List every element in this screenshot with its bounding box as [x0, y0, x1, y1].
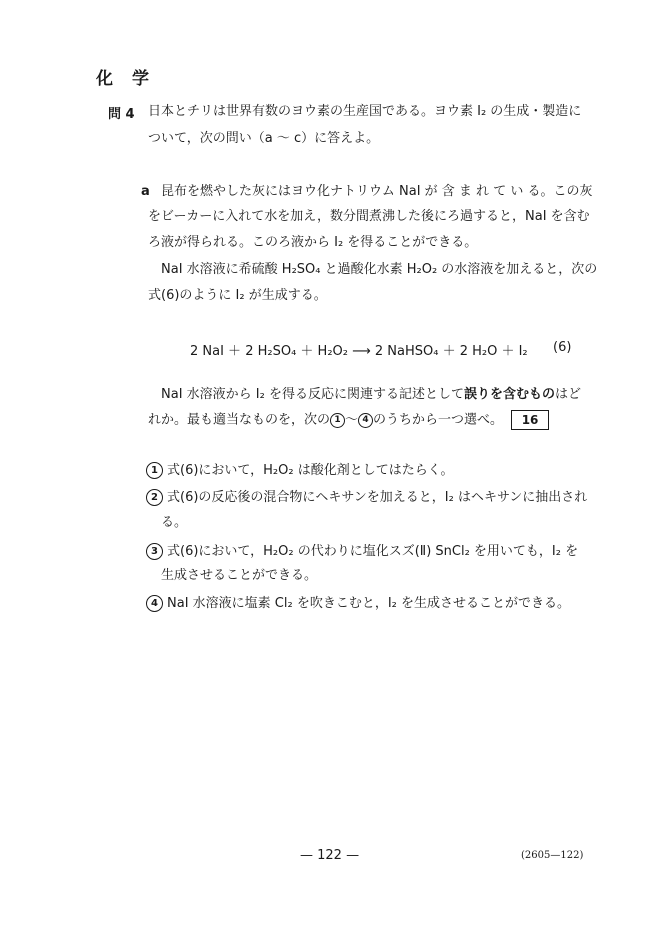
choice-2-text-2: る。	[161, 515, 188, 530]
prompt-line-2	[148, 410, 549, 431]
choice-2[interactable]	[146, 488, 587, 508]
question-label: 問 4	[108, 107, 135, 122]
page-number: — 122 —	[300, 848, 360, 863]
choice-4[interactable]	[146, 594, 570, 614]
choice-3-text-2: 生成させることができる。	[161, 568, 318, 583]
chemical-equation: 2 NaI ＋ 2 H₂SO₄ ＋ H₂O₂ ⟶ 2 NaHSO₄ ＋ 2 H₂O ＋ I₂	[190, 344, 528, 359]
choice-3[interactable]	[146, 542, 578, 562]
part-a-para2-line-1: NaI 水溶液に希硫酸 H₂SO₄ と過酸化水素 H₂O₂ の水溶液を加えると，次の	[161, 262, 598, 277]
part-a-para1-line-2: をビーカーに入れて水を加え，数分間煮沸した後にろ過すると，NaI を含む	[148, 209, 590, 224]
prompt-text-4: のうちから一つ選べ。	[373, 412, 504, 428]
prompt-tilde: ～	[345, 412, 359, 428]
question-intro-line-1: 日本とチリは世界有数のヨウ素の生産国である。ヨウ素 I₂ の生成・製造に	[148, 104, 582, 119]
prompt-line-1	[161, 385, 581, 405]
answer-box[interactable]: 16	[511, 410, 549, 430]
circled-number-first: 1	[330, 413, 345, 428]
prompt-emphasis: 誤りを含むもの	[463, 387, 555, 402]
question-intro-line-2: ついて，次の問い（a ～ c）に答えよ。	[148, 131, 380, 146]
choice-1-text: 式(6)において，H₂O₂ は酸化剤としてはたらく。	[167, 463, 454, 478]
part-a-para2-line-2: 式(6)のように I₂ が生成する。	[148, 288, 327, 303]
part-a-label: a	[141, 184, 150, 199]
choice-1[interactable]	[146, 461, 453, 481]
choice-2-text-1: 式(6)の反応後の混合物にヘキサンを加えると，I₂ はヘキサンに抽出され	[167, 490, 588, 505]
circled-number-last: 4	[358, 413, 373, 428]
choice-number-1: 1	[146, 462, 163, 479]
subject-title: 化 学	[96, 69, 150, 89]
part-a-para1-line-3: ろ液が得られる。このろ液から I₂ を得ることができる。	[148, 235, 478, 250]
choice-4-text: NaI 水溶液に塩素 Cl₂ を吹きこむと，I₂ を生成させることができる。	[167, 596, 571, 611]
prompt-text-1: NaI 水溶液から I₂ を得る反応に関連する記述として	[161, 387, 464, 402]
choice-number-3: 3	[146, 543, 163, 560]
prompt-text-3: れか。最も適当なものを，次の	[148, 412, 331, 428]
prompt-text-2: はど	[554, 387, 581, 402]
choice-number-2: 2	[146, 489, 163, 506]
choice-3-text-1: 式(6)において，H₂O₂ の代わりに塩化スズ(Ⅱ) SnCl₂ を用いても，I₂ を	[167, 544, 579, 559]
equation-number: (6)	[553, 340, 572, 355]
choice-number-4: 4	[146, 595, 163, 612]
exam-code: (2605—122)	[521, 850, 584, 861]
part-a-para1-line-1: 昆布を燃やした灰にはヨウ化ナトリウム NaI が 含 ま れ て い る。この灰	[161, 184, 593, 199]
